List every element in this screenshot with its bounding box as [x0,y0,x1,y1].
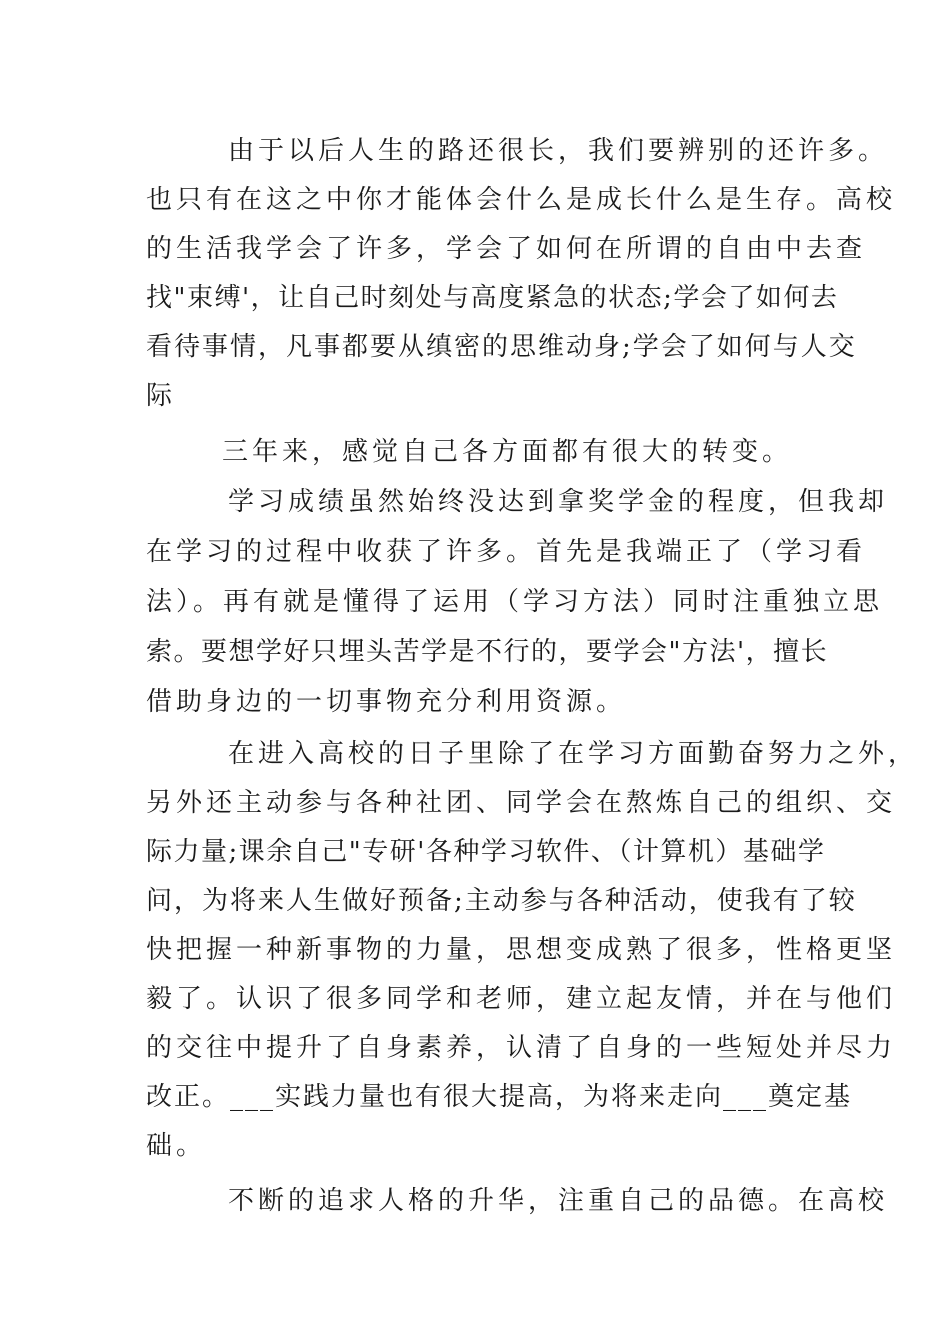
text-line: 三年来，感觉自己各方面都有很大的转变。 [222,437,793,467]
text-line: 的生活我学会了许多，学会了如何在所谓的自由中去查 [146,234,867,264]
text-line: 问，为将来人生做好预备;主动参与各种活动，使我有了较 [146,886,857,916]
text-line: 在进入高校的日子里除了在学习方面勤奋努力之外， [228,739,919,769]
text-line: 快把握一种新事物的力量，思想变成熟了很多，性格更坚 [146,935,897,965]
text-line: 际 [146,381,177,411]
text-line: 借助身边的一切事物充分利用资源。 [146,687,627,717]
text-line: 另外还主动参与各种社团、同学会在熬炼自己的组织、交 [146,788,897,818]
text-line: 毅了。认识了很多同学和老师，建立起友情，并在与他们 [146,984,897,1014]
text-line: 的交往中提升了自身素养，认清了自身的一些短处并尽力 [146,1033,897,1063]
text-line: 由于以后人生的路还很长，我们要辨别的还许多。 [228,136,889,166]
text-line: 索。要想学好只埋头苦学是不行的，要学会"方法'，擅长 [146,637,829,667]
text-line: 学习成绩虽然始终没达到拿奖学金的程度，但我却 [228,487,889,517]
text-line: 法）。再有就是懂得了运用（学习方法）同时注重独立思 [146,587,884,617]
text-line: 不断的追求人格的升华，注重自己的品德。在高校 [228,1186,889,1216]
text-line: 找"束缚'，让自己时刻处与高度紧急的状态;学会了如何去 [146,283,839,313]
text-line: 也只有在这之中你才能体会什么是成长什么是生存。高校 [146,185,897,215]
text-line: 在学习的过程中收获了许多。首先是我端正了（学习看 [146,537,867,567]
text-line: 际力量;课余自己"专研'各种学习软件、（计算机）基础学 [146,837,826,867]
text-line: 改正。___实践力量也有很大提高，为将来走向___奠定基 [146,1082,853,1112]
text-line: 看待事情，凡事都要从缜密的思维动身;学会了如何与人交 [146,332,857,362]
text-line: 础。 [146,1131,207,1161]
